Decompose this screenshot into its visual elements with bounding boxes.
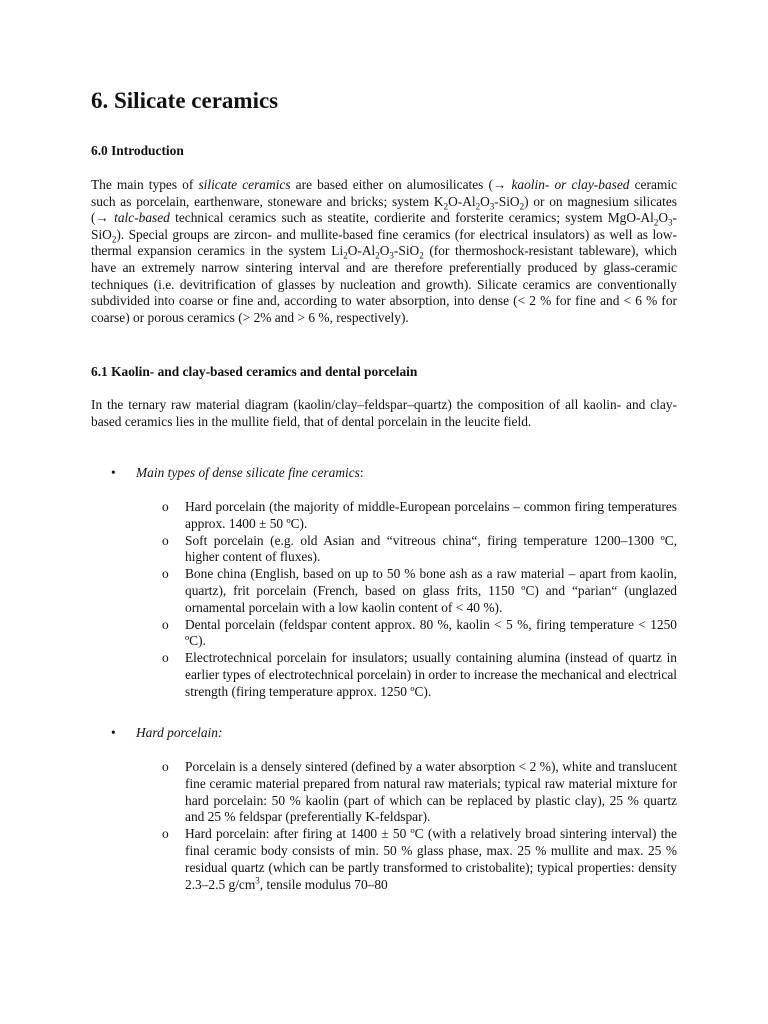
ternary-diagram-paragraph: In the ternary raw material diagram (kaolin/clay–feldspar–quartz) the composition of all kaolin- and clay-based ceramics lies in the mullite field, that of dental porcelain in the leucite field. — [91, 397, 677, 429]
list-item: o Electrotechnical porcelain for insulators; usually containing alumina (instead of quartz in earlier types of electrotechnical porcelain) in order to increase the mechanical and electrical strength (firing temperature approx. 1250 ºC). — [162, 650, 677, 699]
list-item: o Porcelain is a densely sintered (defined by a water absorption < 2 %), white and translucent fine ceramic material prepared from natural raw materials; typical raw material mixture for hard porcelain: 50 % kaolin (part of which can be replaced by plastic clay), 25 % quartz and 25 % feldspar (preferentially K-feldspar). — [162, 759, 677, 825]
list-item: o Soft porcelain (e.g. old Asian and “vitreous china“, firing temperature 1200–1300 ºC, higher content of fluxes). — [162, 532, 677, 565]
intro-paragraph: The main types of silicate ceramics are based either on alumosilicates (→ kaolin- or clay-based ceramic such as porcelain, earthenware, stoneware and bricks; system $K_2O-Al_2O_3-SiO_2$) or on magnesium silicates (→ talc-based technical ceramics such as steatite, cordierite and forsterite ceramics; system MgO-$Al_2O_3-SiO_2$). Special groups are zircon- and mullite-based fine ceramics (for electrical insulators) as well as low-thermal expansion ceramics in the system $Li_2O-Al_2O_3-SiO_2$ (for thermoshock-resistant tableware), which have an extremely narrow sintering interval and are therefore preferentially produced by glass-ceramic techniques (i.e. devitrification of glasses by nucleation and growth). Silicate ceramics are conventionally subdivided into coarse or fine and, according to water absorption, into dense (< 2 % for fine and < 6 % for coarse) or porous ceramics (> 2% and > 6 %, respectively). — [91, 177, 677, 325]
page-title: 6. Silicate ceramics — [91, 88, 279, 113]
bullet-dense-fine-ceramics: • Main types of dense silicate fine ceramics: — [111, 465, 364, 480]
bullet-marker: • — [111, 465, 116, 480]
list-item: o Bone china (English, based on up to 50 % bone ash as a raw material – apart from kaolin, quartz), frit porcelain (French, based on glass frits, 1150 ºC) and “parian“ (unglazed ornamental porcelain with a low kaolin content of < 40 %). — [162, 566, 677, 615]
hard-porcelain-list — [162, 759, 677, 893]
list-item: o Dental porcelain (feldspar content approx. 80 %, kaolin < 5 %, firing temperature < 1250 ºC). — [162, 616, 677, 649]
dense-ceramics-list — [162, 499, 677, 701]
section-heading-introduction: 6.0 Introduction — [91, 143, 184, 158]
bullet-hard-porcelain: • Hard porcelain: — [111, 725, 223, 740]
list-item: o Hard porcelain (the majority of middle-European porcelains – common firing temperatures approx. 1400 ± 50 ºC). — [162, 499, 677, 531]
section-heading-kaolin: 6.1 Kaolin- and clay-based ceramics and dental porcelain — [91, 364, 418, 379]
bullet-marker: • — [111, 725, 116, 740]
list-item: o Hard porcelain: after firing at 1400 ± 50 ºC (with a relatively broad sintering interval) the final ceramic body consists of min. 50 % glass phase, max. 25 % mullite and max. 25 % residual quartz (which can be partly transformed to cristobalite); typical properties: density 2.3–2.5 $g/cm^3$, tensile modulus 70–80 — [162, 826, 677, 892]
